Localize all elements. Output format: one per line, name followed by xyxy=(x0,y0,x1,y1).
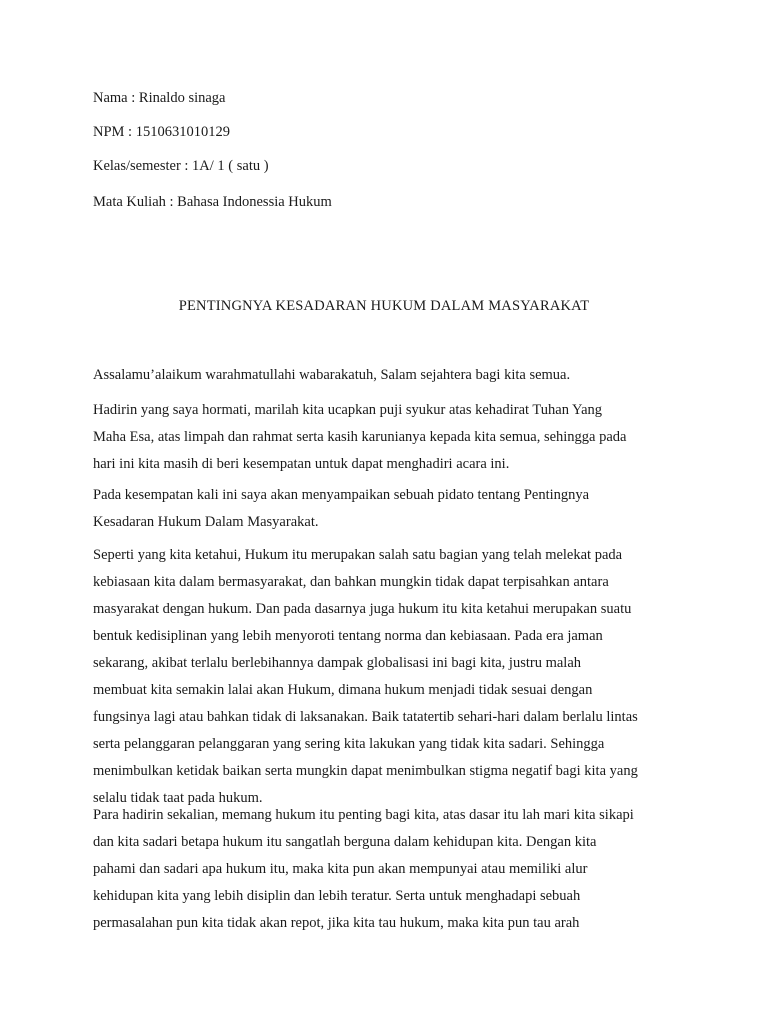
paragraph-line: Pada kesempatan kali ini saya akan menyampaikan sebuah pidato tentang Pentingnya xyxy=(93,487,590,503)
paragraph-line: sekarang, akibat terlalu berlebihannya dampak globalisasi ini bagi kita, justru malah xyxy=(93,655,582,671)
paragraph-line: permasalahan pun kita tidak akan repot, jika kita tau hukum, maka kita pun tau arah xyxy=(93,915,580,931)
paragraph-line: Hadirin yang saya hormati, marilah kita ucapkan puji syukur atas kehadirat Tuhan Yang xyxy=(93,402,603,418)
paragraph-gratitude xyxy=(93,397,683,478)
paragraph-line: selalu tidak taat pada hukum. xyxy=(93,790,263,806)
paragraph-line: bentuk kedisiplinan yang lebih menyoroti tentang norma dan kebiasaan. Pada era jaman xyxy=(93,628,603,644)
course-name: Mata Kuliah : Bahasa Indonessia Hukum xyxy=(93,194,332,210)
paragraph-line: dan kita sadari betapa hukum itu sangatlah berguna dalam kehidupan kita. Dengan kita xyxy=(93,834,597,850)
student-class-semester: Kelas/semester : 1A/ 1 ( satu ) xyxy=(93,158,269,174)
student-npm: NPM : 1510631010129 xyxy=(93,124,230,140)
paragraph-introduction xyxy=(93,482,683,536)
paragraph-line: membuat kita semakin lalai akan Hukum, dimana hukum menjadi tidak sesuai dengan xyxy=(93,682,593,698)
paragraph-greeting xyxy=(93,362,683,389)
paragraph-line: hari ini kita masih di beri kesempatan untuk dapat menghadiri acara ini. xyxy=(93,456,510,472)
paragraph-line: Kesadaran Hukum Dalam Masyarakat. xyxy=(93,514,319,530)
paragraph-line: serta pelanggaran pelanggaran yang sering kita lakukan yang tidak kita sadari. Sehingga xyxy=(93,736,605,752)
paragraph-line: Para hadirin sekalian, memang hukum itu penting bagi kita, atas dasar itu lah mari kita sikapi xyxy=(93,807,634,823)
paragraph-line: masyarakat dengan hukum. Dan pada dasarnya juga hukum itu kita ketahui merupakan suatu xyxy=(93,601,632,617)
paragraph-line: kebiasaan kita dalam bermasyarakat, dan bahkan mungkin tidak dapat terpisahkan antara xyxy=(93,574,609,590)
paragraph-line: kehidupan kita yang lebih disiplin dan lebih teratur. Serta untuk menghadapi sebuah xyxy=(93,888,581,904)
paragraph-line: Assalamu’alaikum warahmatullahi wabarakatuh, Salam sejahtera bagi kita semua. xyxy=(93,367,571,383)
paragraph-line: fungsinya lagi atau bahkan tidak di laksanakan. Baik tatatertib sehari-hari dalam berlalu lintas xyxy=(93,709,638,725)
student-name: Nama : Rinaldo sinaga xyxy=(93,90,226,106)
paragraph-line: Maha Esa, atas limpah dan rahmat serta kasih karunianya kepada kita semua, sehingga pada xyxy=(93,429,627,445)
paragraph-line: pahami dan sadari apa hukum itu, maka kita pun akan mempunyai atau memiliki alur xyxy=(93,861,588,877)
paragraph-law-importance xyxy=(93,802,683,937)
paragraph-law-habits xyxy=(93,542,683,812)
paragraph-line: menimbulkan ketidak baikan serta mungkin dapat menimbulkan stigma negatif bagi kita yang xyxy=(93,763,638,779)
speech-title: PENTINGNYA KESADARAN HUKUM DALAM MASYARAKAT xyxy=(178,298,590,314)
paragraph-line: Seperti yang kita ketahui, Hukum itu merupakan salah satu bagian yang telah melekat pada xyxy=(93,547,623,563)
